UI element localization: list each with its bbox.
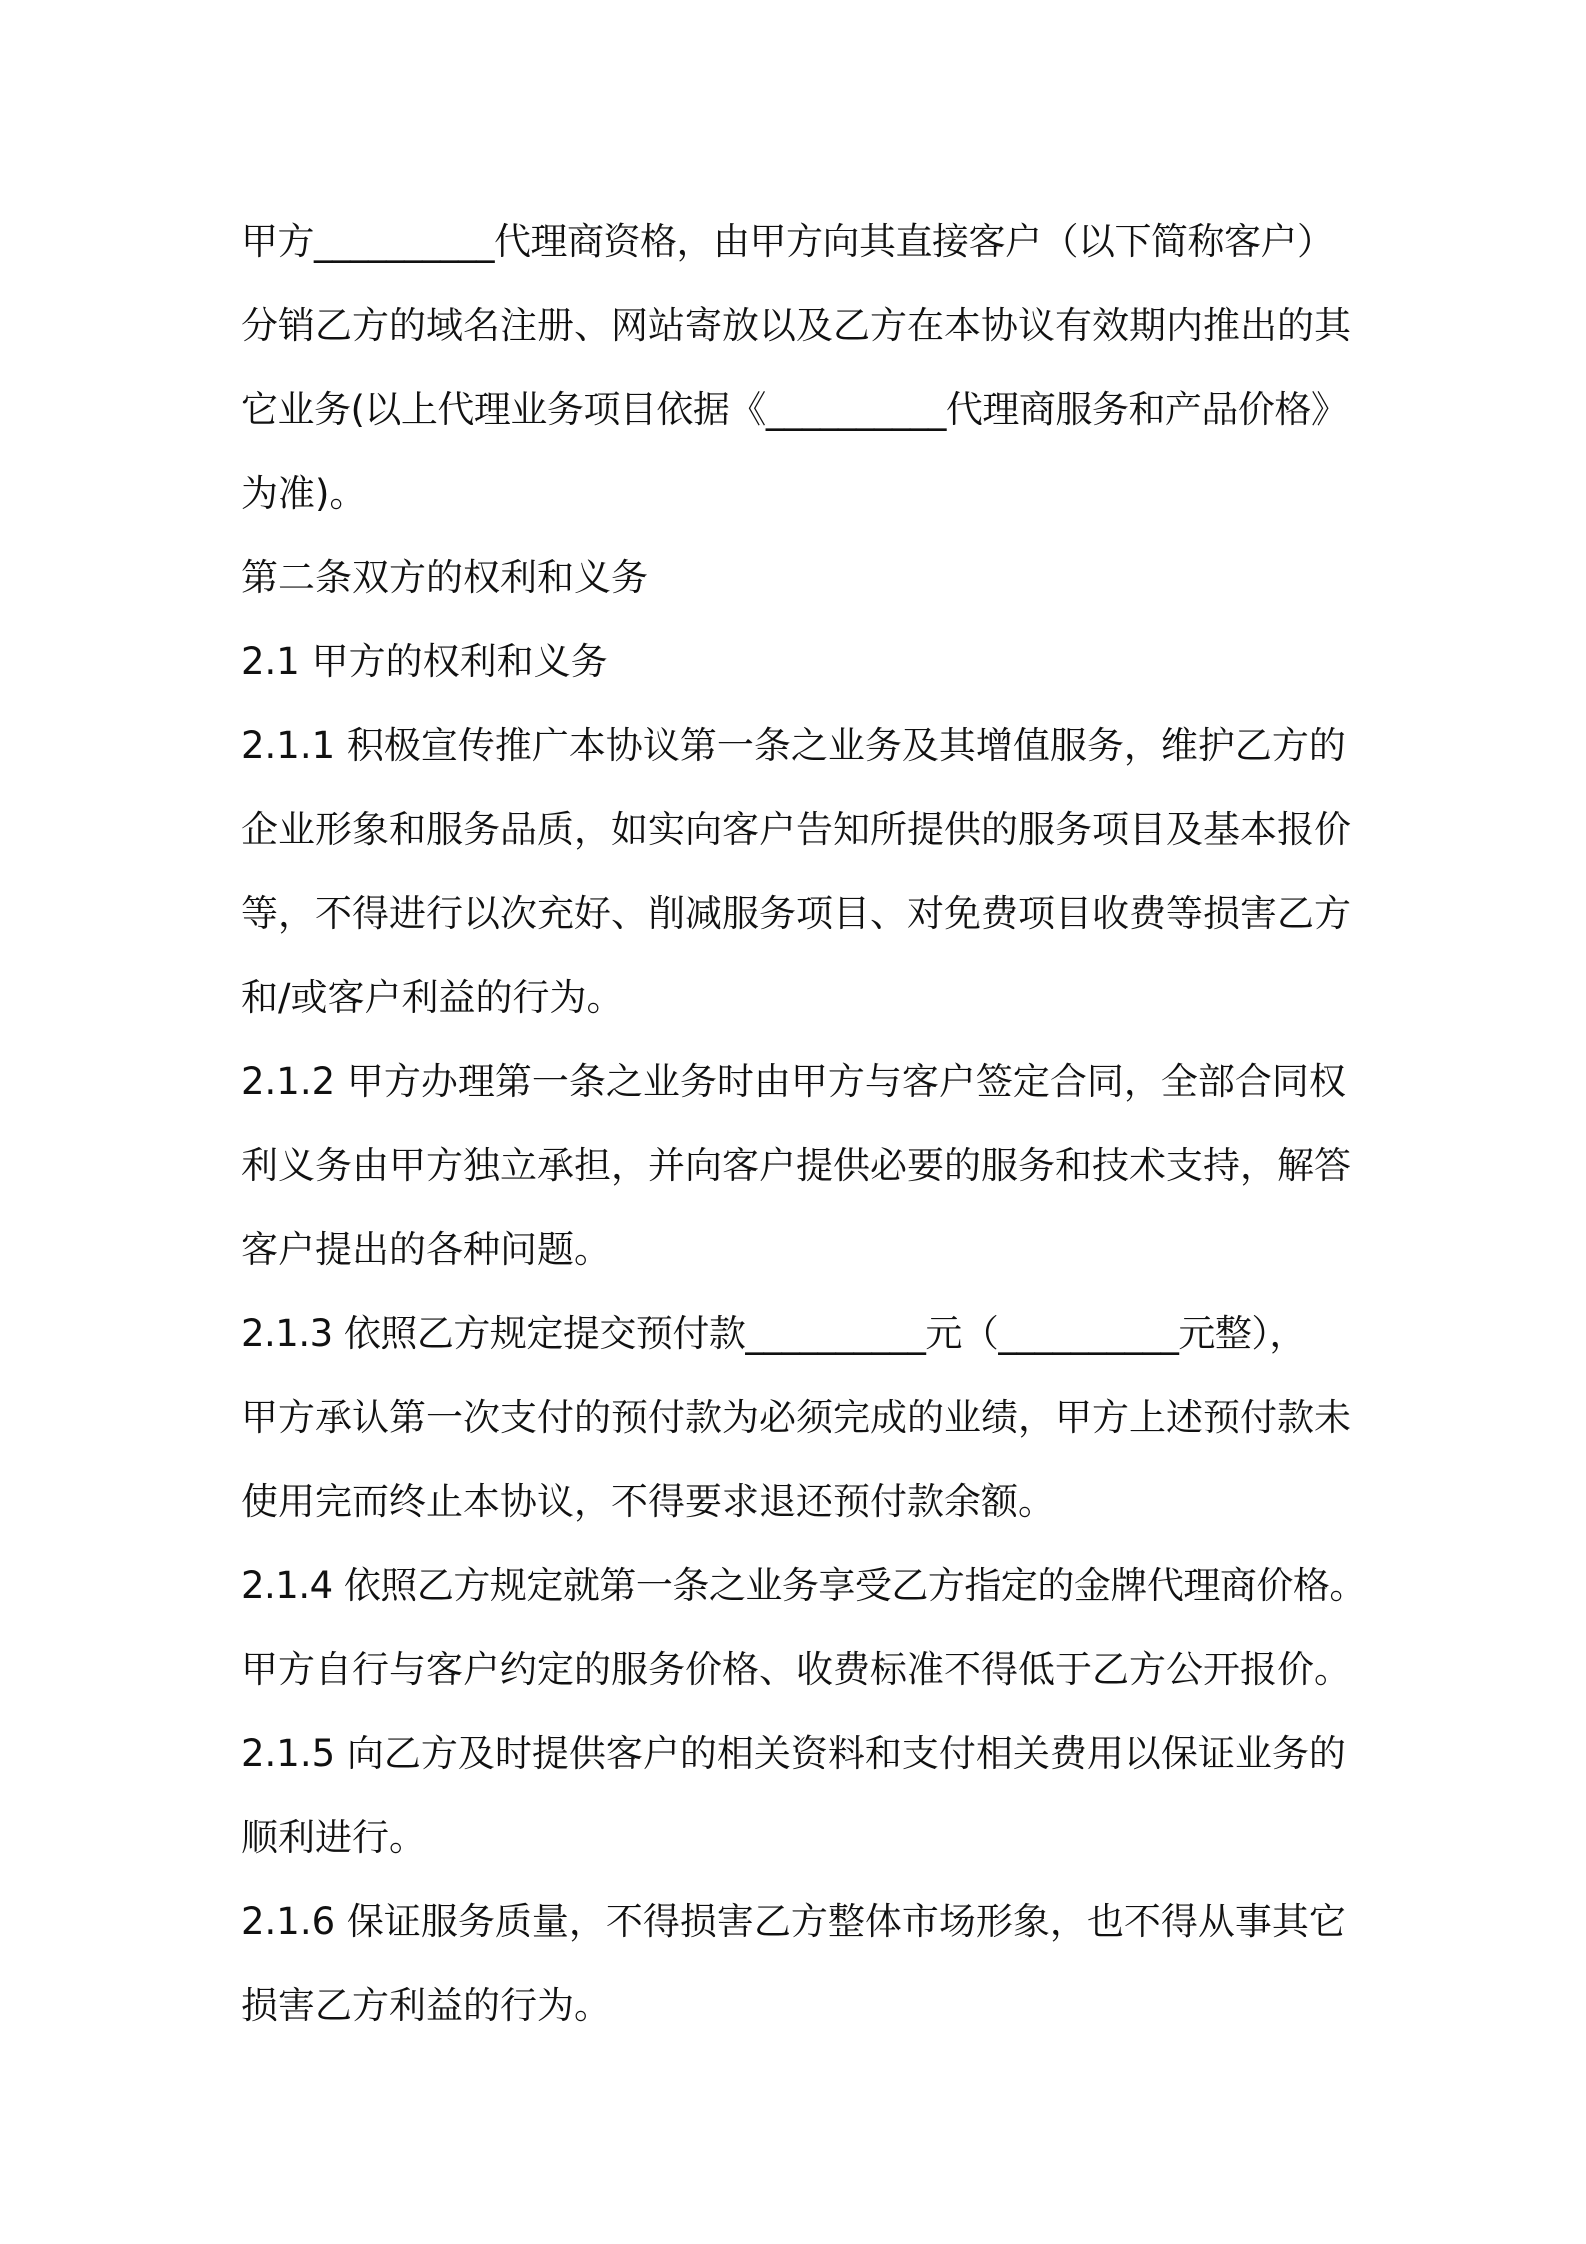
text-line: 甲方__________代理商资格，由甲方向其直接客户（以下简称客户） <box>241 220 1334 263</box>
text-line: 企业形象和服务品质，如实向客户告知所提供的服务项目及基本报价 <box>241 808 1351 851</box>
text-line: 甲方承认第一次支付的预付款为必须完成的业绩，甲方上述预付款未 <box>241 1396 1351 1439</box>
text-line: 使用完而终止本协议，不得要求退还预付款余额。 <box>241 1480 1055 1523</box>
text-line: 2.1.6 保证服务质量，不得损害乙方整体市场形象，也不得从事其它 <box>241 1900 1346 1943</box>
section-heading: 第二条双方的权利和义务 <box>241 556 648 599</box>
text-line: 损害乙方利益的行为。 <box>241 1984 611 2027</box>
text-line: 甲方自行与客户约定的服务价格、收费标准不得低于乙方公开报价。 <box>241 1648 1351 1691</box>
text-line: 和/或客户利益的行为。 <box>241 976 624 1019</box>
text-line: 分销乙方的域名注册、网站寄放以及乙方在本协议有效期内推出的其 <box>241 304 1351 347</box>
subsection-heading: 2.1 甲方的权利和义务 <box>241 640 608 683</box>
text-line: 2.1.2 甲方办理第一条之业务时由甲方与客户签定合同，全部合同权 <box>241 1060 1346 1103</box>
text-line: 2.1.3 依照乙方规定提交预付款__________元（__________元整）， <box>241 1312 1306 1355</box>
text-line: 2.1.5 向乙方及时提供客户的相关资料和支付相关费用以保证业务的 <box>241 1732 1346 1775</box>
text-line: 2.1.1 积极宣传推广本协议第一条之业务及其增值服务，维护乙方的 <box>241 724 1346 767</box>
text-line: 为准)。 <box>241 472 367 515</box>
text-line: 客户提出的各种问题。 <box>241 1228 611 1271</box>
text-line: 顺利进行。 <box>241 1816 426 1859</box>
text-line: 它业务(以上代理业务项目依据《__________代理商服务和产品价格》 <box>241 388 1348 431</box>
text-line: 利义务由甲方独立承担，并向客户提供必要的服务和技术支持，解答 <box>241 1144 1351 1187</box>
text-line: 2.1.4 依照乙方规定就第一条之业务享受乙方指定的金牌代理商价格。 <box>241 1564 1366 1607</box>
text-line: 等，不得进行以次充好、削减服务项目、对免费项目收费等损害乙方 <box>241 892 1351 935</box>
document-body <box>241 200 1371 2048</box>
